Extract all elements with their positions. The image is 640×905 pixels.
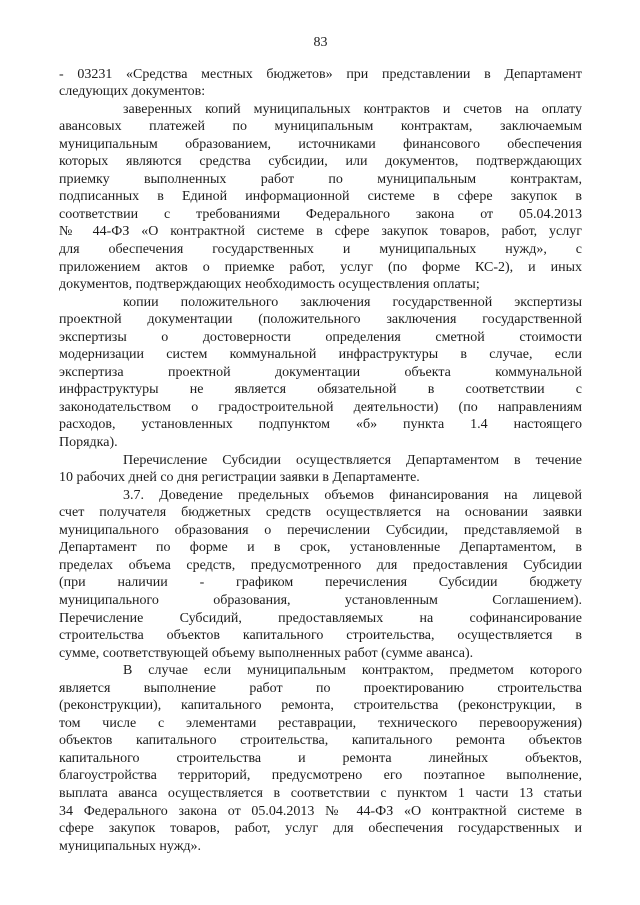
text-line: законодательством о градостроительной деятельности) (по направлениям (59, 399, 582, 415)
text-line: (реконструкции), капитального ремонта, строительства (реконструкции, в (59, 698, 582, 714)
text-line: для обеспечения государственных и муниципальных нужд», с (59, 242, 582, 258)
paragraph (59, 294, 582, 452)
text-line: приемку выполненных работ по муниципальным контрактам, (59, 171, 582, 187)
text-line: инфраструктуры не является обязательной в соответствии с (59, 382, 582, 398)
text-line: модернизации систем коммунальной инфраструктуры в случае, если (59, 347, 582, 363)
text-line: капитального строительства и ремонта линейных объектов, (59, 750, 582, 766)
text-line: авансовых платежей по муниципальным контрактам, заключаемым (59, 119, 582, 135)
text-line: Департамент по форме и в срок, установленные Департаментом, в (59, 540, 582, 556)
text-line: является выполнение работ по проектированию строительства (59, 680, 582, 696)
text-line: заверенных копий муниципальных контрактов и счетов на оплату (123, 101, 582, 117)
text-line: строительства объектов капитального строительства, осуществляется в (59, 628, 582, 644)
text-line: 10 рабочих дней со дня регистрации заявки в Департаменте. (59, 470, 420, 486)
text-line: экспертиза проектной документации объекта коммунальной (59, 364, 582, 380)
text-line: 3.7. Доведение предельных объемов финансирования на лицевой (123, 487, 582, 503)
text-line: расходов, установленных подпунктом «б» пункта 1.4 настоящего (59, 417, 582, 433)
text-line: благоустройства территорий, предусмотрено его поэтапное выполнение, (59, 768, 582, 784)
paragraph (59, 101, 582, 294)
text-line: 34 Федерального закона от 05.04.2013 № 44-ФЗ «О контрактной системе в (59, 803, 582, 819)
text-line: которых являются средства субсидии, или документов, подтверждающих (59, 154, 582, 170)
text-line: (при наличии - графиком перечисления Субсидии бюджету (59, 575, 582, 591)
text-line: экспертизы о достоверности определения сметной стоимости (59, 329, 582, 345)
text-line: проектной документации (положительного заключения государственной (59, 312, 582, 328)
text-line: счет получателя бюджетных средств осуществляется на основании заявки (59, 505, 582, 521)
text-line: пределах объема средств, предусмотренного для предоставления Субсидии (59, 557, 582, 573)
paragraph (59, 66, 582, 101)
paragraph (59, 662, 582, 855)
page-number: 83 (313, 35, 328, 50)
text-line: Перечисление Субсидии осуществляется Департаментом в течение (123, 452, 582, 468)
text-line: Порядка). (59, 435, 118, 451)
text-line: документов, подтверждающих необходимость осуществления оплаты; (59, 277, 480, 293)
text-line: следующих документов: (59, 84, 206, 100)
text-line: В случае если муниципальным контрактом, предметом которого (123, 663, 582, 679)
paragraph (59, 487, 582, 662)
document-text (59, 66, 582, 856)
text-line: копии положительного заключения государственной экспертизы (123, 294, 582, 310)
text-line: приложением актов о приемке работ, услуг (по форме КС-2), и иных (59, 259, 582, 275)
text-line: Перечисление Субсидий, предоставляемых на софинансирование (59, 610, 582, 626)
text-line: муниципальных нужд». (59, 838, 202, 854)
text-line: объектов капитального строительства, капитального ремонта объектов (59, 733, 582, 749)
text-line: № 44-ФЗ «О контрактной системе в сфере закупок товаров, работ, услуг (59, 224, 582, 240)
text-line: сфере закупок товаров, работ, услуг для обеспечения государственных и (59, 821, 582, 837)
text-line: муниципальным образованием, источниками финансового обеспечения (59, 136, 582, 152)
text-line: выплата аванса осуществляется в соответствии с пунктом 1 части 13 статьи (59, 785, 582, 801)
text-line: сумме, соответствующей объему выполненных работ (сумме аванса). (59, 645, 474, 661)
text-line: муниципального образования, установленным Соглашением). (59, 592, 582, 608)
text-line: том числе с элементами реставрации, технического перевооружения) (59, 715, 582, 731)
text-line: подписанных в Единой информационной системе в сфере закупок в (59, 189, 582, 205)
text-line: соответствии с требованиями Федерального закона от 05.04.2013 (59, 206, 582, 222)
text-line: муниципального образования о перечислении Субсидии, представляемой в (59, 522, 582, 538)
paragraph (59, 452, 582, 487)
text-line: - 03231 «Средства местных бюджетов» при представлении в Департамент (59, 66, 582, 82)
